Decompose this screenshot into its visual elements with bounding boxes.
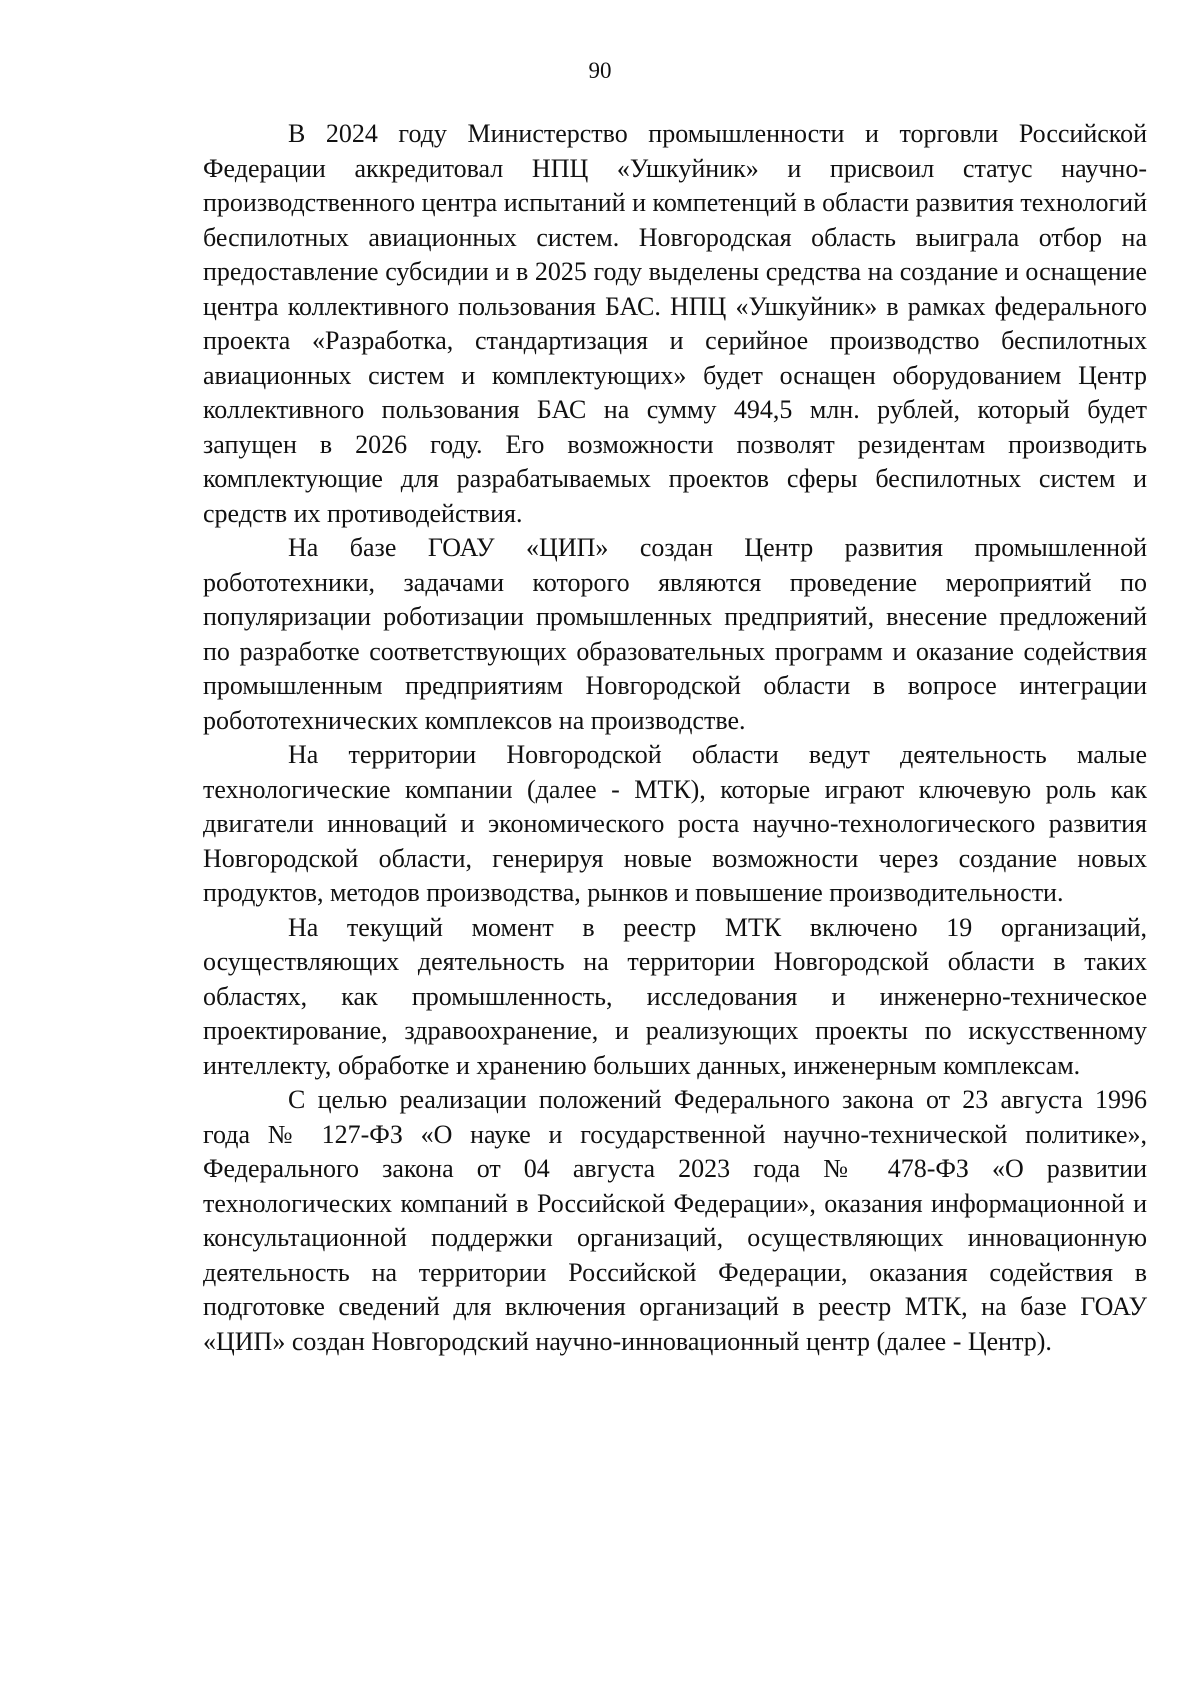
paragraph-bas-center: В 2024 году Министерство промышленности и торговли Российской Федерации аккредитовал НПЦ «Ушкуйник» и присвоил статус научно-производственного центра испытаний и компетенций в области развития технологий беспилотных авиационных систем. Новгородская область выиграла отбор на предоставление субсидии и в 2025 году выделены средства на создание и оснащение центра коллективного пользования БАС. НПЦ «Ушкуйник» в рамках федерального проекта «Разработка, стандартизация и серийное производство беспилотных авиационных систем и комплектующих» будет оснащен оборудованием Центр коллективного пользования БАС на сумму 494,5 млн. рублей, который будет запущен в 2026 году. Его возможности позволят резидентам производить комплектующие для разрабатываемых проектов сферы беспилотных систем и средств их противодействия. [203,119,1147,528]
page-number: 90 [588,58,612,83]
paragraph-robotics-center: На базе ГОАУ «ЦИП» создан Центр развития промышленной робототехники, задачами которого являются проведение мероприятий по популяризации роботизации промышленных предприятий, внесение предложений по разработке соответствующих образовательных программ и оказание содействия промышленным предприятиям Новгородской области в вопросе интеграции робототехнических комплексов на производстве. [203,533,1147,735]
body-text [203,117,1147,1359]
paragraph-small-tech-companies: На территории Новгородской области ведут деятельность малые технологические компании (далее - МТК), которые играют ключевую роль как двигатели инноваций и экономического роста научно-технологического развития Новгородской области, генерируя новые возможности через создание новых продуктов, методов производства, рынков и повышение производительности. [203,740,1147,907]
paragraph-innovation-center: С целью реализации положений Федерального закона от 23 августа 1996 года № 127-ФЗ «О науке и государственной научно-технической политике», Федерального закона от 04 августа 2023 года № 478-ФЗ «О развитии технологических компаний в Российской Федерации», оказания информационной и консультационной поддержки организаций, осуществляющих инновационную деятельность на территории Российской Федерации, оказания содействия в подготовке сведений для включения организаций в реестр МТК, на базе ГОАУ «ЦИП» создан Новгородский научно-инновационный центр (далее - Центр). [203,1085,1147,1356]
paragraph-mtk-registry: На текущий момент в реестр МТК включено 19 организаций, осуществляющих деятельность на территории Новгородской области в таких областях, как промышленность, исследования и инженерно-техническое проектирование, здравоохранение, и реализующих проекты по искусственному интеллекту, обработке и хранению больших данных, инженерным комплексам. [203,912,1147,1080]
